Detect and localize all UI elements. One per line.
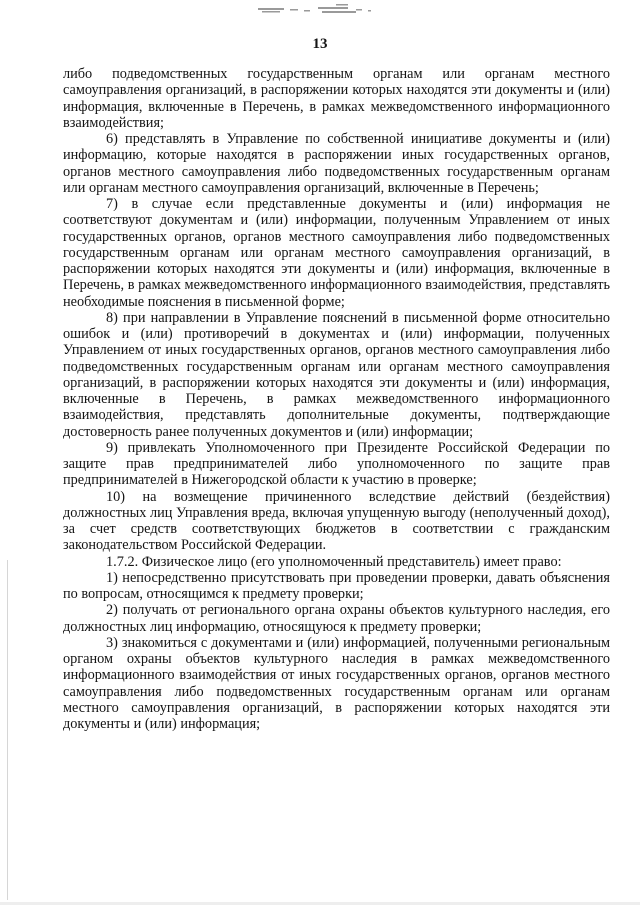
- paragraph-item-7: 7) в случае если представленные документы и (или) информация не соответствуют документам и (или) информации, полученным Управлением от иных государственных органов, органов местного самоуправления либо подведомственных государственным органам или органам местного самоуправления организаций, в распоряжении которых находятся эти документы и (или) информация, включенные в Перечень, в рамках межведомственного информационного взаимодействия, представлять необходимые пояснения в письменной форме;: [63, 196, 610, 310]
- paragraph-continuation: либо подведомственных государственным органам или органам местного самоуправления организаций, в распоряжении которых находятся эти документы и (или) информация, включенные в Перечень, в рамках межведомственного информационного взаимодействия;: [63, 66, 610, 131]
- scan-artifact-mark: [0, 0, 640, 22]
- document-body: [63, 66, 610, 732]
- page-number: 13: [312, 36, 328, 52]
- paragraph-right-2: 2) получать от регионального органа охраны объектов культурного наследия, его должностных лиц информацию, относящуюся к предмету проверки;: [63, 602, 610, 635]
- paragraph-right-1: 1) непосредственно присутствовать при проведении проверки, давать объяснения по вопросам, относящимся к предмету проверки;: [63, 569, 610, 602]
- paragraph-section-1-7-2: 1.7.2. Физическое лицо (его уполномоченный представитель) имеет право:: [106, 553, 562, 570]
- paragraph-item-9: 9) привлекать Уполномоченного при Президенте Российской Федерации по защите прав предпринимателей либо уполномоченного по защите прав предпринимателей в Нижегородской области к участию в проверке;: [63, 439, 610, 489]
- paragraph-item-10: 10) на возмещение причиненного вследствие действий (бездействия) должностных лиц Управления вреда, включая упущенную выгоду (неполученный доход), за счет средств соответствующих бюджетов в соответствии с гражданским законодательством Российской Федерации.: [63, 488, 610, 554]
- paragraph-item-6: 6) представлять в Управление по собственной инициативе документы и (или) информацию, которые находятся в распоряжении иных государственных органов, органов местного самоуправления либо подведомственных государственным органам или органам местного самоуправления организаций, включенные в Перечень;: [63, 131, 610, 196]
- scan-edge-line: [7, 560, 8, 900]
- paragraph-right-3: 3) знакомиться с документами и (или) информацией, полученными региональным органом охраны объектов культурного наследия в рамках межведомственного информационного взаимодействия от иных государственных органов, органов местного самоуправления либо подведомственных государственным органам или органам местного самоуправления организаций, в распоряжении которых находятся эти документы и (или) информация;: [63, 634, 610, 732]
- paragraph-item-8: 8) при направлении в Управление пояснений в письменной форме относительно ошибок и (или) противоречий в документах и (или) информации, полученных Управлением от иных государственных органов, органов местного самоуправления либо подведомственных государственным органам или органам местного самоуправления организаций, в распоряжении которых находятся эти документы и (или) информация, включенные в Перечень, в рамках межведомственного информационного взаимодействия, представлять дополнительные документы, подтверждающие достоверность ранее полученных документов и (или) информации;: [63, 309, 610, 440]
